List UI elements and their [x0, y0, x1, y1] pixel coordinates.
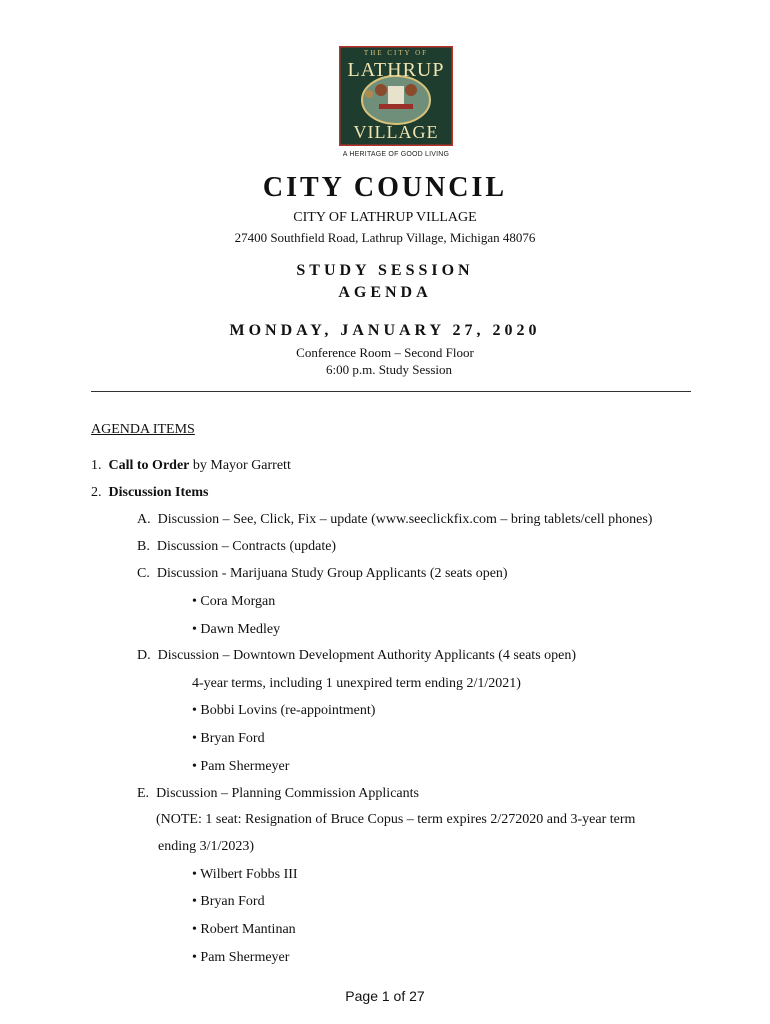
subitem-text: Discussion – Planning Commission Applicants — [156, 786, 419, 801]
subitem-letter: B. — [137, 539, 150, 554]
subitem-a — [137, 512, 652, 528]
bullet: • — [192, 594, 197, 609]
divider — [91, 391, 691, 392]
subitem-text: Discussion - Marijuana Study Group Applicants (2 seats open) — [156, 566, 508, 581]
city-address: 27400 Southfield Road, Lathrup Village, Michigan 48076 — [234, 230, 536, 245]
subitem-note: 4-year terms, including 1 unexpired term ending 2/1/2021) — [192, 676, 521, 691]
subitem-note-cont: ending 3/1/2023) — [158, 839, 255, 854]
bullet: • — [192, 731, 197, 746]
applicant-name: Bryan Ford — [200, 894, 265, 909]
bullet: • — [192, 867, 197, 882]
subitem-letter: E. — [137, 786, 150, 801]
subitem-d — [137, 648, 576, 664]
agenda-item-1 — [91, 458, 291, 474]
bullet: • — [192, 922, 197, 937]
list-item — [192, 622, 280, 638]
applicant-name: Dawn Medley — [200, 622, 281, 637]
applicant-name: Wilbert Fobbs III — [200, 867, 298, 882]
subitem-text: Discussion – Contracts (update) — [156, 539, 337, 554]
applicant-name: Cora Morgan — [200, 594, 276, 609]
list-item — [192, 731, 265, 747]
bullet: • — [192, 894, 197, 909]
bullet: • — [192, 759, 197, 774]
list-item — [192, 922, 296, 938]
subitem-letter: C. — [137, 566, 150, 581]
item-title: Discussion Items — [108, 485, 209, 500]
bullet: • — [192, 703, 197, 718]
list-item — [192, 703, 375, 719]
item-number: 1. — [91, 458, 102, 473]
item-title: Call to Order — [108, 458, 190, 473]
item-detail: by Mayor Garrett — [189, 458, 291, 473]
list-item — [192, 950, 289, 966]
subitem-letter: A. — [137, 512, 151, 527]
applicant-name: Bryan Ford — [200, 731, 265, 746]
subitem-note: (NOTE: 1 seat: Resignation of Bruce Copus – term expires 2/272020 and 3-year term — [156, 812, 636, 827]
logo-tagline: A HERITAGE OF GOOD LIVING — [342, 151, 450, 158]
applicant-name: Bobbi Lovins (re-appointment) — [200, 703, 376, 718]
logo-line1: THE CITY OF — [363, 49, 429, 57]
agenda-heading: AGENDA — [338, 284, 432, 301]
bullet: • — [192, 950, 197, 965]
subitem-text: Discussion – Downtown Development Authority Applicants (4 seats open) — [157, 648, 577, 663]
list-item — [192, 594, 275, 610]
meeting-time: 6:00 p.m. Study Session — [325, 362, 453, 377]
applicant-name: Pam Shermeyer — [200, 759, 290, 774]
applicant-name: Pam Shermeyer — [200, 950, 290, 965]
logo-line3: VILLAGE — [353, 122, 439, 142]
list-item — [192, 867, 298, 883]
city-logo — [339, 46, 453, 146]
meeting-location: Conference Room – Second Floor — [296, 345, 474, 360]
city-name: CITY OF LATHRUP VILLAGE — [293, 210, 477, 225]
applicant-name: Robert Mantinan — [200, 922, 296, 937]
meeting-date: MONDAY, JANUARY 27, 2020 — [229, 322, 541, 339]
subitem-b — [137, 539, 336, 555]
list-item — [192, 894, 265, 910]
bullet: • — [192, 622, 197, 637]
agenda-item-2 — [91, 485, 208, 501]
subitem-c — [137, 566, 508, 582]
item-number: 2. — [91, 485, 102, 500]
agenda-items-heading: AGENDA ITEMS — [91, 422, 195, 437]
page-number: Page 1 of 27 — [345, 988, 425, 1004]
list-item — [192, 759, 289, 775]
page-title: CITY COUNCIL — [262, 172, 508, 203]
logo-line2: LATHRUP — [347, 59, 445, 81]
subitem-text: Discussion – See, Click, Fix – update (www.seeclickfix.com – bring tablets/cell phones) — [157, 512, 653, 527]
subitem-e — [137, 786, 419, 802]
session-type: STUDY SESSION — [296, 262, 474, 279]
subitem-letter: D. — [137, 648, 151, 663]
